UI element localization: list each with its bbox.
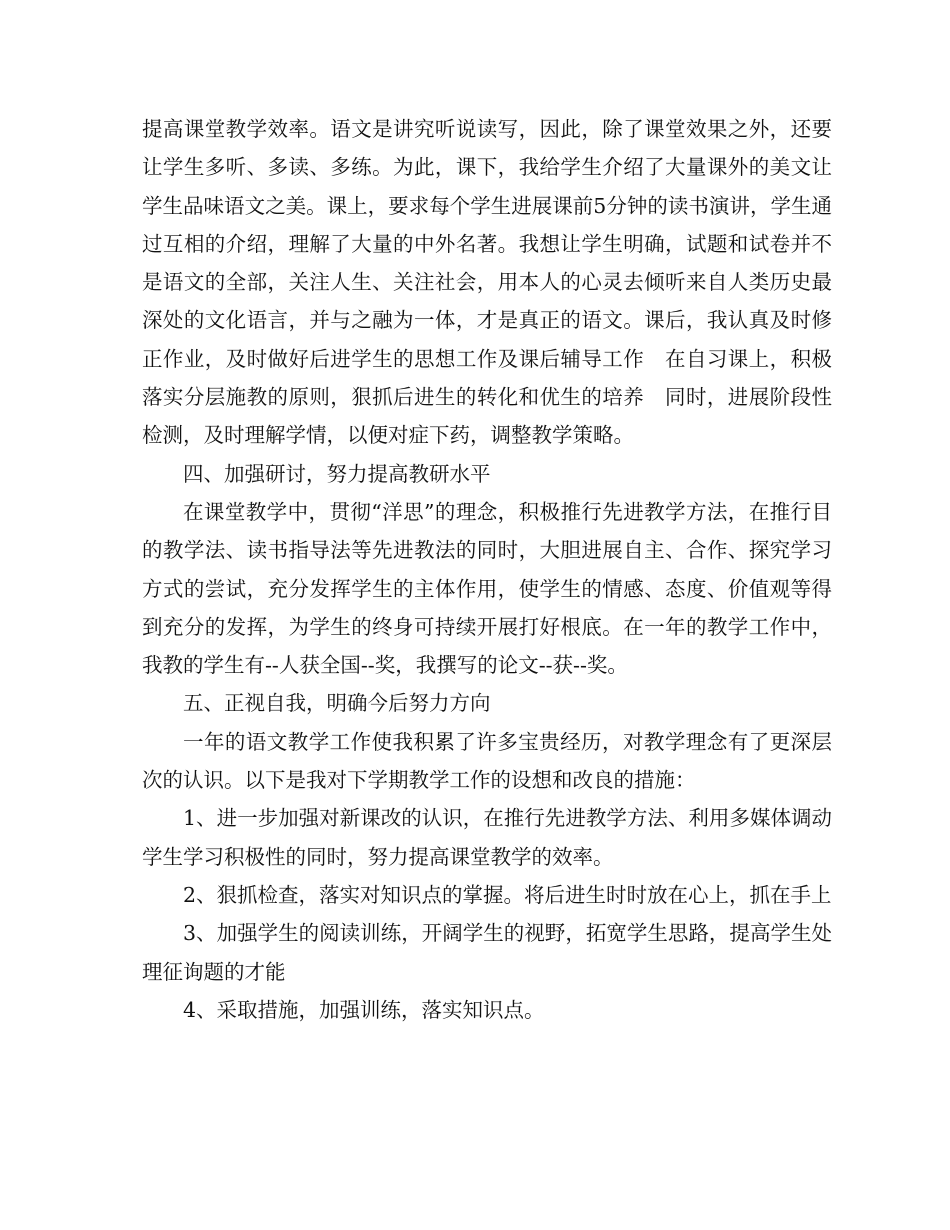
paragraph: 在课堂教学中，贯彻“洋思”的理念，积极推行先进教学方法，在推行目的教学法、读书指导法等先进教法的同时，大胆进展自主、合作、探究学习方式的尝试，充分发挥学生的主体作用，使学生的情感、态度、价值观等得到充分的发挥，为学生的终身可持续开展打好根底。在一年的教学工作中，我教的学生有--人获全国--奖，我撰写的论文--获--奖。 bbox=[142, 499, 832, 678]
paragraph: 提高课堂教学效率。语文是讲究听说读写，因此，除了课堂效果之外，还要让学生多听、多读、多练。为此，课下，我给学生介绍了大量课外的美文让学生品味语文之美。课上，要求每个学生进展课前5分钟的读书演讲，学生通过互相的介绍，理解了大量的中外名著。我想让学生明确，试题和试卷并不是语文的全部，关注人生、关注社会，用本人的心灵去倾听来自人类历史最深处的文化语言，并与之融为一体，才是真正的语文。课后，我认真及时修正作业，及时做好后进学生的思想工作及课后辅导工作 在自习课上，积极落实分层施教的原则，狠抓后进生的转化和优生的培养 同时，进展阶段性检测，及时理解学情，以便对症下药，调整教学策略。 bbox=[142, 117, 832, 448]
section-heading: 五、正视自我，明确今后努力方向 bbox=[183, 691, 491, 716]
paragraph: 一年的语文教学工作使我积累了许多宝贵经历，对教学理念有了更深层次的认识。以下是我对下学期教学工作的设想和改良的措施： bbox=[142, 729, 832, 793]
list-item: 2、狠抓检查，落实对知识点的掌握。将后进生时时放在心上，抓在手上 bbox=[183, 882, 832, 907]
list-item: 1、进一步加强对新课改的认识，在推行先进教学方法、利用多媒体调动学生学习积极性的同时，努力提高课堂教学的效率。 bbox=[142, 806, 832, 869]
list-item: 3、加强学生的阅读训练，开阔学生的视野，拓宽学生思路，提高学生处理征询题的才能 bbox=[142, 921, 832, 984]
list-item: 4、采取措施，加强训练，落实知识点。 bbox=[183, 997, 545, 1022]
section-heading: 四、加强研讨，努力提高教研水平 bbox=[183, 461, 491, 486]
document-body bbox=[142, 110, 832, 1029]
